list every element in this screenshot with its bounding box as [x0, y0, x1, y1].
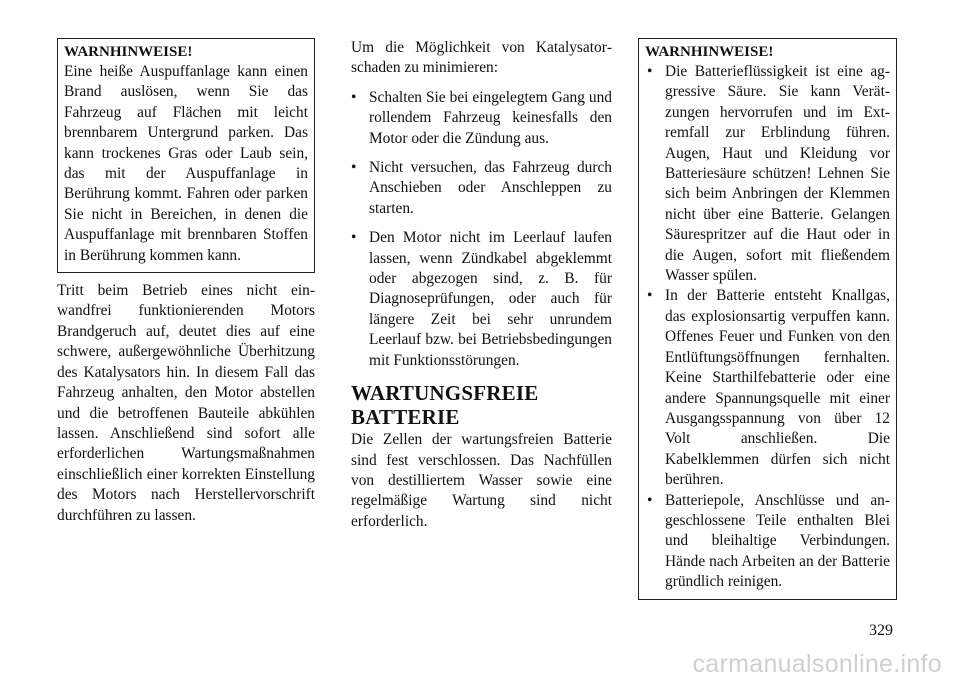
warning-box-battery — [638, 38, 897, 600]
list-item: • Nicht versuchen, das Fahrzeug durch Anschieben oder Anschleppen zu starten. — [351, 158, 612, 219]
list-item: • Den Motor nicht im Leerlauf laufen lassen, wenn Zündkabel abgeklemmt oder abgezogen sind, z. B. für Diagnoseprüfungen, oder auch für längere Zeit bei sehr unrundem Leerlauf bzw. bei Betriebsbedingungen mit Funktionsstörungen. — [351, 228, 612, 371]
catalyst-intro: Um die Möglichkeit von Katalysatorschaden zu minimieren: — [351, 39, 612, 77]
list-item: • Schalten Sie bei eingelegtem Gang und rollendem Fahrzeug keinesfalls den Motor oder die Zündung aus. — [351, 88, 612, 149]
warning-title: WARNHINWEISE! — [64, 44, 193, 60]
catalyst-overheat-paragraph: Tritt beim Betrieb eines nicht einwandfrei funktionierenden Motors Brandgeruch auf, deutet dies auf eine schwere, außergewöhnliche Überhitzung des Katalysators hin. In diesem Fall das Fahrzeug anhalten, den Motor abstellen und die betroffenen Bauteile abkühlen lassen. Anschließend sind sofort alle erforderlichen Wartungsmaßnahmen einschließlich einer korrekten Einstellung des Motors nach Herstellervorschrift durchführen zu lassen. — [57, 282, 315, 524]
warning-text: Eine heiße Auspuffanlage kann einen Brand auslösen, wenn Sie das Fahrzeug auf Flächen mit leicht brennbarem Untergrund parken. Das kann trockenes Gras oder Laub sein, das mit der Auspuffanlage in Berührung kommt. Fahren oder parken Sie nicht in Bereichen, in denen die Auspuffanlage mit brennbaren Stoffen in Berührung kommen kann. — [64, 63, 308, 264]
list-item: • Die Batterieflüssigkeit ist eine aggressive Säure. Sie kann Verätzungen hervorrufen und im Extremfall zur Erblindung führen. Augen, Haut und Kleidung vor Batteriesäure schützen! Lehnen Sie sich beim Anbringen der Klemmen nicht über eine Batterie. Gelangen Säurespritzer auf die Haut oder in die Augen, sofort mit fließendem Wasser spülen. — [645, 62, 890, 286]
section-heading-line-1: WARTUNGSFREIE — [351, 381, 539, 406]
column-right — [638, 38, 897, 600]
watermark: carmanualsonline.info — [692, 650, 942, 678]
list-item: • Batteriepole, Anschlüsse und angeschlossene Teile enthalten Blei und bleihaltige Verbindungen. Hände nach Arbeiten an der Batterie gründlich reinigen. — [645, 491, 890, 593]
column-middle — [351, 38, 612, 532]
battery-warning-list — [645, 62, 890, 593]
battery-paragraph: Die Zellen der wartungsfreien Batterie sind fest verschlossen. Das Nachfüllen von destilliertem Wasser sowie eine regelmäßige Wartung sind nicht erforderlich. — [351, 431, 612, 530]
section-heading — [351, 381, 612, 429]
catalyst-bullet-list — [351, 88, 612, 371]
column-left — [57, 38, 315, 526]
page-number: 329 — [869, 622, 893, 639]
section-heading-line-2: BATTERIE — [351, 405, 460, 430]
list-item: • In der Batterie entsteht Knallgas, das explosionsartig verpuffen kann. Offenes Feuer und Funken von den Entlüftungsöffnungen fernhalten. Keine Starthilfebatterie oder eine andere Spannungsquelle mit einer Ausgangsspannung von über 12 Volt anschließen. Die Kabelklemmen dürfen sich nicht berühren. — [645, 286, 890, 490]
warning-box-exhaust — [57, 38, 315, 273]
warning-title: WARNHINWEISE! — [645, 44, 774, 60]
